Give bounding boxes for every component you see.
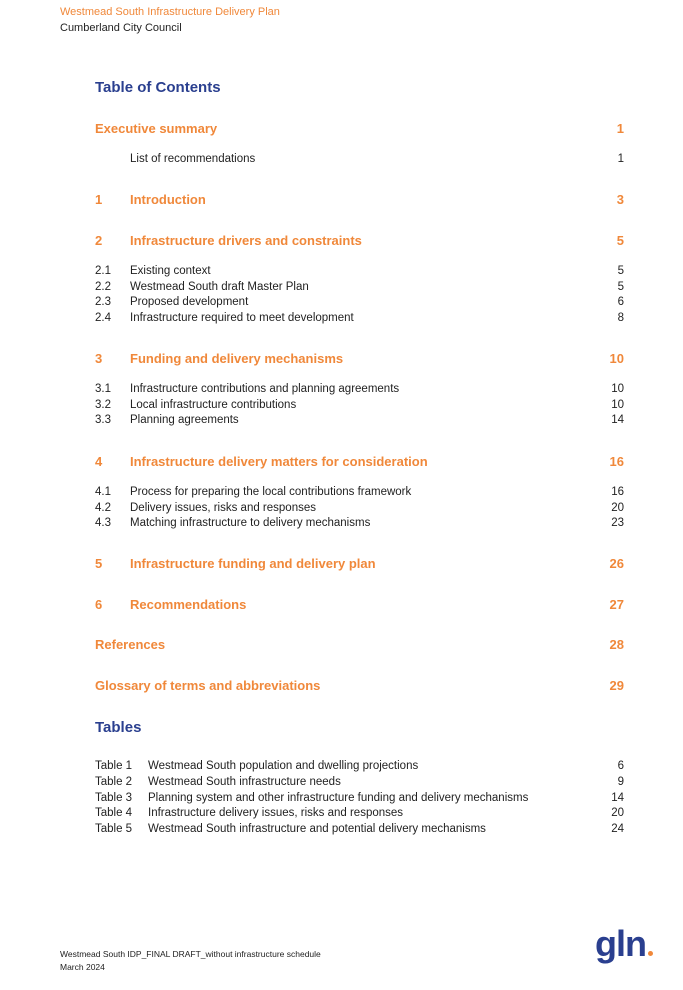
toc-entry-page: 29 bbox=[609, 678, 624, 693]
toc-entry-label: Infrastructure delivery matters for consideration bbox=[130, 454, 428, 469]
header-document-title: Westmead South Infrastructure Delivery Plan bbox=[60, 6, 280, 18]
table-entry-label: Westmead South population and dwelling projections bbox=[148, 760, 419, 772]
toc-entry-number: 4 bbox=[95, 454, 103, 469]
toc-entry-label: Infrastructure required to meet development bbox=[130, 312, 354, 324]
table-entry-number: Table 4 bbox=[95, 807, 133, 819]
toc-entry-number: 2 bbox=[95, 233, 103, 248]
gln-logo-text: gln bbox=[595, 923, 646, 964]
toc-entry-list-of-recommendations[interactable] bbox=[95, 153, 624, 171]
toc-entry-recommendations[interactable] bbox=[95, 597, 624, 615]
toc-entry-page: 5 bbox=[616, 233, 624, 248]
toc-entry-label: Funding and delivery mechanisms bbox=[130, 351, 344, 366]
footer-date: March 2024 bbox=[60, 962, 105, 972]
toc-entry-page: 10 bbox=[611, 383, 624, 395]
table-entry-number: Table 2 bbox=[95, 776, 133, 788]
toc-entry-matching-infrastructure[interactable] bbox=[95, 517, 624, 535]
toc-entry-number: 3.2 bbox=[95, 399, 111, 411]
toc-entry-page: 23 bbox=[611, 517, 624, 529]
toc-entry-page: 16 bbox=[609, 454, 624, 469]
logo-dot-icon bbox=[648, 951, 653, 956]
toc-entry-number: 2.1 bbox=[95, 265, 111, 277]
table-entry-page: 20 bbox=[611, 807, 624, 819]
toc-entry-label: Introduction bbox=[130, 192, 206, 207]
toc-entry-label: Planning agreements bbox=[130, 414, 239, 426]
toc-entry-label: Infrastructure contributions and planning agreements bbox=[130, 383, 400, 395]
toc-entry-page: 10 bbox=[611, 399, 624, 411]
table-entry-page: 9 bbox=[617, 776, 624, 788]
toc-entry-number: 3.3 bbox=[95, 414, 111, 426]
toc-entry-planning-agreements[interactable] bbox=[95, 414, 624, 432]
table-entry-label: Westmead South infrastructure and potential delivery mechanisms bbox=[148, 823, 486, 835]
toc-entry-label: Executive summary bbox=[95, 121, 218, 136]
table-entry-number: Table 1 bbox=[95, 760, 133, 772]
table-entry-page: 6 bbox=[617, 760, 624, 772]
toc-entry-page: 3 bbox=[616, 192, 624, 207]
footer-document-name: Westmead South IDP_FINAL DRAFT_without infrastructure schedule bbox=[60, 949, 321, 959]
toc-entry-label: References bbox=[95, 637, 166, 652]
toc-entry-page: 5 bbox=[617, 281, 624, 293]
toc-entry-label: Delivery issues, risks and responses bbox=[130, 502, 316, 514]
toc-title: Table of Contents bbox=[95, 79, 221, 96]
toc-entry-page: 10 bbox=[609, 351, 624, 366]
toc-entry-number: 2.4 bbox=[95, 312, 111, 324]
toc-entry-label: Proposed development bbox=[130, 296, 249, 308]
toc-entry-label: Infrastructure funding and delivery plan bbox=[130, 556, 376, 571]
tables-title: Tables bbox=[95, 719, 142, 736]
table-entry-number: Table 5 bbox=[95, 823, 133, 835]
table-entry-page: 24 bbox=[611, 823, 624, 835]
toc-entry-label: Glossary of terms and abbreviations bbox=[95, 678, 321, 693]
toc-entry-label: List of recommendations bbox=[130, 153, 256, 165]
toc-entry-page: 27 bbox=[609, 597, 624, 612]
table-list-entry[interactable] bbox=[95, 823, 624, 841]
table-entry-number: Table 3 bbox=[95, 792, 133, 804]
toc-entry-number: 3 bbox=[95, 351, 103, 366]
toc-entry-executive-summary[interactable] bbox=[95, 121, 624, 139]
toc-entry-label: Infrastructure drivers and constraints bbox=[130, 233, 362, 248]
toc-entry-number: 2.3 bbox=[95, 296, 111, 308]
toc-entry-page: 20 bbox=[611, 502, 624, 514]
toc-entry-label: Recommendations bbox=[130, 597, 247, 612]
table-entry-label: Infrastructure delivery issues, risks and responses bbox=[148, 807, 404, 819]
toc-entry-introduction[interactable] bbox=[95, 192, 624, 210]
toc-entry-number: 2.2 bbox=[95, 281, 111, 293]
table-entry-label: Westmead South infrastructure needs bbox=[148, 776, 341, 788]
toc-entry-funding-delivery[interactable] bbox=[95, 351, 624, 369]
header-organisation: Cumberland City Council bbox=[60, 22, 182, 34]
toc-entry-label: Local infrastructure contributions bbox=[130, 399, 297, 411]
toc-entry-number: 4.1 bbox=[95, 486, 111, 498]
toc-entry-number: 4.2 bbox=[95, 502, 111, 514]
toc-entry-page: 1 bbox=[617, 153, 624, 165]
table-entry-label: Planning system and other infrastructure funding and delivery mechanisms bbox=[148, 792, 529, 804]
toc-entry-page: 16 bbox=[611, 486, 624, 498]
toc-entry-label: Process for preparing the local contributions framework bbox=[130, 486, 412, 498]
toc-entry-label: Existing context bbox=[130, 265, 211, 277]
toc-entry-funding-delivery-plan[interactable] bbox=[95, 556, 624, 574]
toc-entry-page: 8 bbox=[617, 312, 624, 324]
table-entry-page: 14 bbox=[611, 792, 624, 804]
toc-entry-page: 6 bbox=[617, 296, 624, 308]
toc-entry-label: Westmead South draft Master Plan bbox=[130, 281, 309, 293]
toc-entry-glossary[interactable] bbox=[95, 678, 624, 696]
toc-entry-references[interactable] bbox=[95, 637, 624, 655]
toc-entry-page: 14 bbox=[611, 414, 624, 426]
toc-entry-number: 5 bbox=[95, 556, 103, 571]
toc-entry-page: 26 bbox=[609, 556, 624, 571]
toc-entry-infrastructure-required[interactable] bbox=[95, 312, 624, 330]
toc-entry-page: 1 bbox=[616, 121, 624, 136]
toc-entry-label: Matching infrastructure to delivery mechanisms bbox=[130, 517, 371, 529]
toc-entry-number: 6 bbox=[95, 597, 103, 612]
toc-entry-number: 3.1 bbox=[95, 383, 111, 395]
gln-logo bbox=[595, 924, 653, 964]
toc-entry-number: 1 bbox=[95, 192, 103, 207]
toc-entry-infrastructure-drivers[interactable] bbox=[95, 233, 624, 251]
toc-entry-page: 28 bbox=[609, 637, 624, 652]
toc-entry-delivery-matters[interactable] bbox=[95, 454, 624, 472]
toc-entry-number: 4.3 bbox=[95, 517, 111, 529]
toc-entry-page: 5 bbox=[617, 265, 624, 277]
